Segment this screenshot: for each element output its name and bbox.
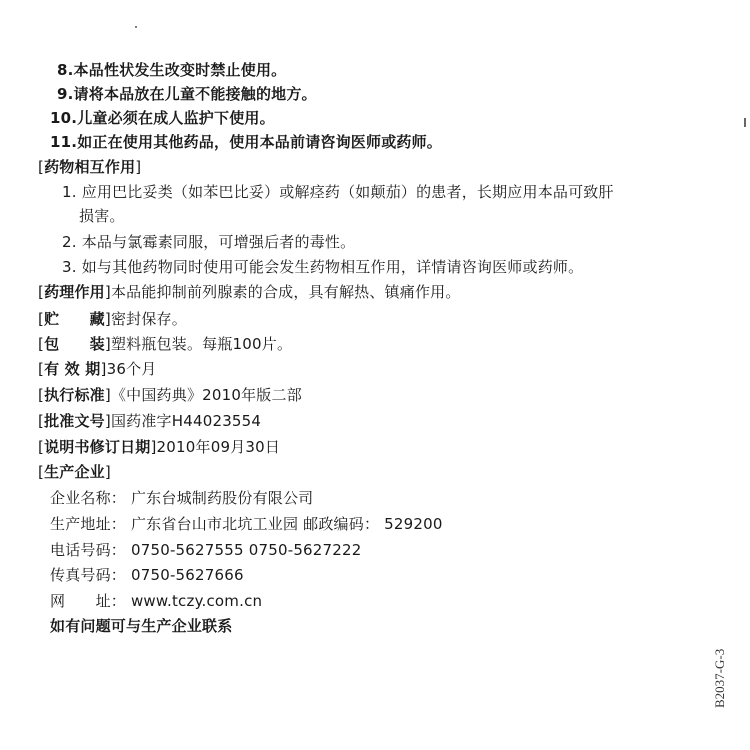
field-storage: [贮 藏]密封保存。 xyxy=(38,310,187,328)
caution-text: 本品性状发生改变时禁止使用。 xyxy=(73,61,287,79)
interaction-text: 如与其他药物同时使用可能会发生药物相互作用，详情请咨询医师或药师。 xyxy=(81,258,584,276)
interaction-text: 应用巴比妥类（如苯巴比妥）或解痉药（如颠茄）的患者，长期应用本品可致肝 xyxy=(81,183,614,201)
field-value: 本品能抑制前列腺素的合成，具有解热、镇痛作用。 xyxy=(110,283,461,301)
print-speck xyxy=(135,26,137,28)
caution-number: 11. xyxy=(50,133,78,151)
interaction-number: 1. xyxy=(62,183,77,201)
field-pharmacology: [药理作用]本品能抑制前列腺素的合成，具有解热、镇痛作用。 xyxy=(38,283,461,301)
field-approval-number: [批准文号]国药准字H44023554 xyxy=(38,412,262,430)
print-code: B2037-G-3 xyxy=(712,648,727,708)
field-label: 有 效 期 xyxy=(44,360,101,378)
edge-mark xyxy=(744,118,746,127)
caution-text: 请将本品放在儿童不能接触的地方。 xyxy=(73,85,317,103)
field-label: 药理作用 xyxy=(44,283,105,301)
caution-item xyxy=(50,109,275,127)
caution-number: 9. xyxy=(57,85,74,103)
field-value: 2010年09月30日 xyxy=(156,438,281,456)
interaction-item xyxy=(62,183,614,201)
interaction-item xyxy=(62,258,583,276)
field-value: 国药准字H44023554 xyxy=(110,412,262,430)
interaction-number: 3. xyxy=(62,258,77,276)
caution-item xyxy=(57,61,286,79)
manufacturer-address: 生产地址： 广东省台山市北坑工业园 邮政编码： 529200 xyxy=(50,515,443,533)
interaction-continuation: 损害。 xyxy=(79,207,125,225)
field-label: 包 装 xyxy=(44,335,105,353)
caution-item xyxy=(57,85,317,103)
field-value: 36个月 xyxy=(106,360,157,378)
manufacturer-website: 网 址： www.tczy.com.cn xyxy=(50,592,263,610)
caution-text: 儿童必须在成人监护下使用。 xyxy=(77,109,275,127)
interaction-text: 本品与氯霉素同服，可增强后者的毒性。 xyxy=(81,233,356,251)
interactions-heading: [药物相互作用] xyxy=(38,158,142,176)
field-label: 执行标准 xyxy=(44,386,105,404)
field-value: 塑料瓶包装。每瓶100片。 xyxy=(110,335,293,353)
caution-item xyxy=(50,133,442,151)
caution-text: 如正在使用其他药品，使用本品前请咨询医师或药师。 xyxy=(77,133,442,151)
interaction-number: 2. xyxy=(62,233,77,251)
field-label: 批准文号 xyxy=(44,412,105,430)
manufacturer-company: 企业名称： 广东台城制药股份有限公司 xyxy=(50,489,314,507)
manufacturer-phone: 电话号码： 0750-5627555 0750-5627222 xyxy=(50,541,362,559)
contact-note: 如有问题可与生产企业联系 xyxy=(50,617,233,635)
field-label: 贮 藏 xyxy=(44,310,105,328)
field-packaging: [包 装]塑料瓶包装。每瓶100片。 xyxy=(38,335,293,353)
field-standard: [执行标准]《中国药典》2010年版二部 xyxy=(38,386,302,404)
field-expiry: [有 效 期]36个月 xyxy=(38,360,157,378)
field-label: 说明书修订日期 xyxy=(44,438,151,456)
caution-number: 8. xyxy=(57,61,74,79)
field-value: 密封保存。 xyxy=(110,310,187,328)
field-value: 《中国药典》2010年版二部 xyxy=(110,386,302,404)
field-revision-date: [说明书修订日期]2010年09月30日 xyxy=(38,438,281,456)
interaction-item xyxy=(62,233,355,251)
manufacturer-fax: 传真号码： 0750-5627666 xyxy=(50,566,244,584)
manufacturer-heading: [生产企业] xyxy=(38,463,111,481)
caution-number: 10. xyxy=(50,109,78,127)
